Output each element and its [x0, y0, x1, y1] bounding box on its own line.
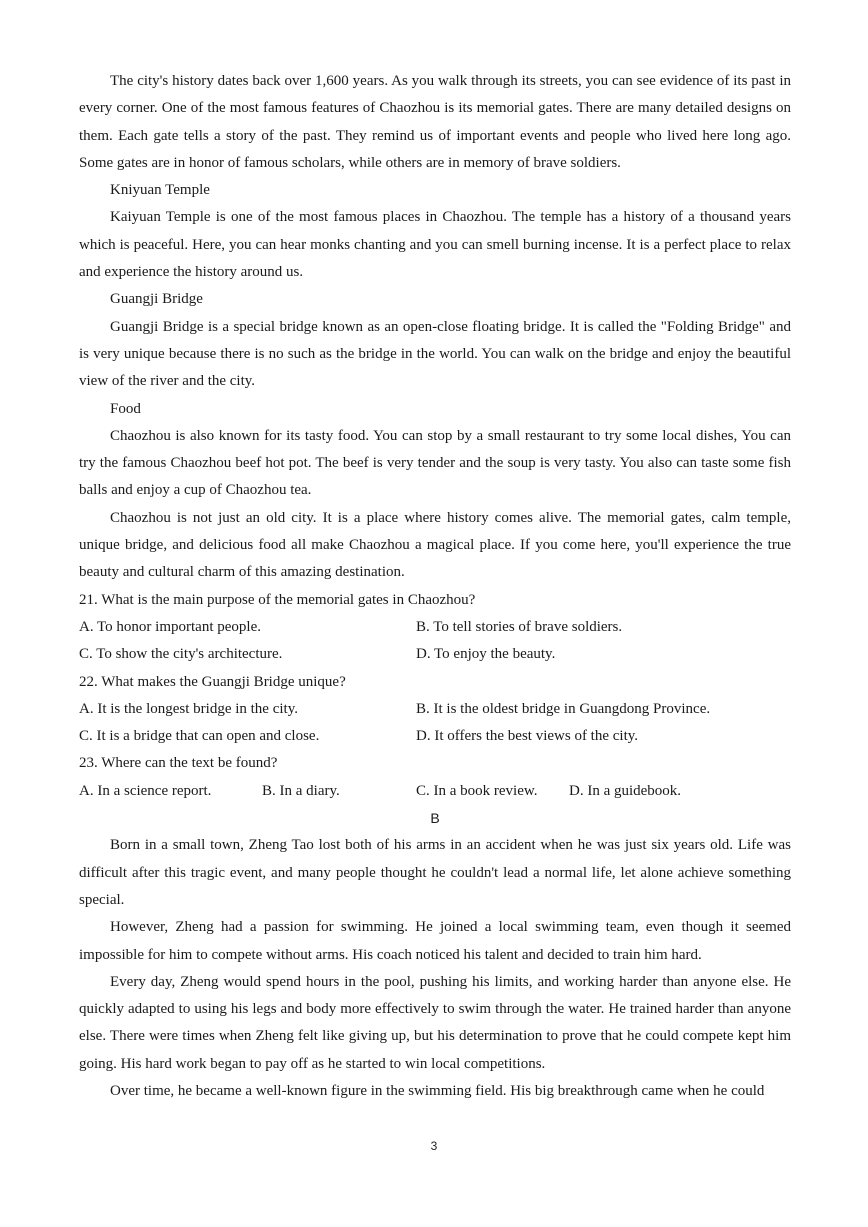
question-22-options-row-1 — [79, 696, 791, 723]
page-number: 3 — [430, 1139, 438, 1153]
question-21-options-row-2 — [79, 641, 791, 668]
question-22-option-d: D. It offers the best views of the city. — [416, 728, 639, 745]
exam-page — [79, 68, 791, 1105]
question-22-option-c: C. It is a bridge that can open and close. — [79, 728, 320, 745]
bridge-heading: Guangji Bridge — [110, 291, 203, 308]
question-22-stem: 22. What makes the Guangji Bridge unique? — [79, 673, 346, 690]
question-21-options-row-1 — [79, 614, 791, 641]
section-b-label: B — [430, 810, 440, 827]
section-b-paragraph: However, Zheng had a passion for swimming. He joined a local swimming team, even though it seemed impossible for him to compete without arms. His coach noticed his talent and decided to train him hard. — [79, 919, 791, 963]
question-21-option-d: D. To enjoy the beauty. — [416, 646, 556, 663]
question-23-options-row — [79, 778, 791, 805]
section-b-paragraph: Over time, he became a well-known figure in the swimming field. His big breakthrough came when he could — [110, 1082, 765, 1099]
question-22-option-a: A. It is the longest bridge in the city. — [79, 700, 298, 717]
bridge-paragraph: Guangji Bridge is a special bridge known as an open-close floating bridge. It is called the "Folding Bridge" and is very unique because there is no such as the bridge in the world. You can walk on the bridge and enjoy the beautiful view of the river and the city. — [79, 318, 791, 390]
question-23-stem: 23. Where can the text be found? — [79, 755, 278, 772]
question-21-option-b: B. To tell stories of brave soldiers. — [416, 618, 623, 635]
question-21-option-c: C. To show the city's architecture. — [79, 646, 283, 663]
question-23-option-a: A. In a science report. — [79, 782, 212, 799]
question-23-option-b: B. In a diary. — [262, 782, 340, 799]
food-paragraph: Chaozhou is also known for its tasty food. You can stop by a small restaurant to try some local dishes, You can try the famous Chaozhou beef hot pot. The beef is very tender and the soup is very tasty. You also can taste some fish balls and enjoy a cup of Chaozhou tea. — [79, 427, 791, 499]
question-23-option-d: D. In a guidebook. — [569, 782, 682, 799]
question-22-option-b: B. It is the oldest bridge in Guangdong Province. — [416, 700, 711, 717]
section-b-paragraph: Born in a small town, Zheng Tao lost both of his arms in an accident when he was just six years old. Life was difficult after this tragic event, and many people thought he couldn't lead a normal life, let alone achieve something special. — [79, 837, 791, 908]
question-21-option-a: A. To honor important people. — [79, 618, 261, 635]
temple-heading: Kniyuan Temple — [110, 182, 210, 199]
intro-paragraph: The city's history dates back over 1,600 years. As you walk through its streets, you can see evidence of its past in every corner. One of the most famous features of Chaozhou is its memorial gates. There are many detailed designs on them. Each gate tells a story of the past. They remind us of important events and people who lived here long ago. Some gates are in honor of famous scholars, while others are in memory of brave soldiers. — [79, 73, 791, 171]
temple-paragraph: Kaiyuan Temple is one of the most famous places in Chaozhou. The temple has a history of a thousand years which is peaceful. Here, you can hear monks chanting and you can smell burning incense. It is a perfect place to relax and experience the history around us. — [79, 209, 791, 281]
question-22-options-row-2 — [79, 723, 791, 750]
conclusion-paragraph: Chaozhou is not just an old city. It is a place where history comes alive. The memorial gates, calm temple, unique bridge, and delicious food all make Chaozhou a magical place. If you come here, you'll experience the true beauty and cultural charm of this amazing destination. — [79, 509, 791, 581]
section-b-paragraph: Every day, Zheng would spend hours in the pool, pushing his limits, and working harder than anyone else. He quickly adapted to using his legs and body more effectively to swim through the water. He trained harder than anyone else. There were times when Zheng felt like giving up, but his determination to prove that he could compete kept him going. His hard work began to pay off as he started to win local competitions. — [79, 973, 791, 1072]
food-heading: Food — [110, 400, 141, 417]
question-23-option-c: C. In a book review. — [416, 782, 538, 799]
question-21-stem: 21. What is the main purpose of the memorial gates in Chaozhou? — [79, 591, 476, 608]
